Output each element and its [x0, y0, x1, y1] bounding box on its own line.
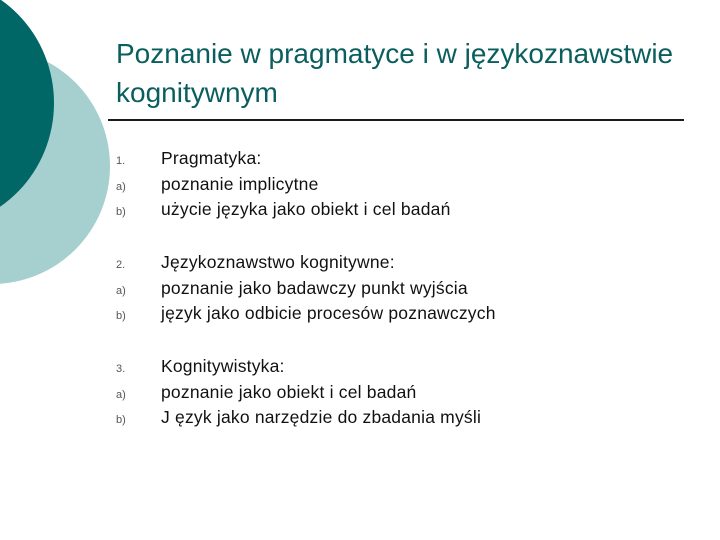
list-group-pragmatyka	[0, 148, 720, 225]
list-item-text: poznanie jako obiekt i cel badań	[161, 381, 417, 402]
list-item-text: Językoznawstwo kognitywne:	[161, 252, 395, 272]
list-marker: a)	[116, 180, 126, 193]
list-item	[0, 278, 720, 304]
list-item	[0, 174, 720, 200]
list-marker: a)	[116, 284, 126, 297]
list-item	[0, 199, 720, 225]
list-group-kognitywistyka	[0, 356, 720, 433]
list-item	[0, 407, 720, 433]
list-item	[0, 382, 720, 408]
list-item-text: język jako odbicie procesów poznawczych	[161, 303, 496, 323]
list-item	[0, 252, 720, 278]
list-marker: 3.	[116, 363, 126, 375]
list-item-text: użycie języka jako obiekt i cel badań	[161, 199, 451, 219]
list-item-text: J ęzyk jako narzędzie do zbadania myśli	[161, 407, 482, 427]
list-marker: a)	[116, 388, 126, 401]
list-marker: 1.	[116, 155, 126, 167]
list-item	[0, 356, 720, 382]
list-marker: b)	[116, 414, 126, 426]
list-marker: b)	[116, 206, 126, 218]
list-group-jezykoznawstwo	[0, 252, 720, 329]
list-item-text: Pragmatyka:	[161, 148, 262, 168]
list-item-text: poznanie jako badawczy punkt wyjścia	[161, 277, 468, 298]
list-item-text: Kognitywistyka:	[161, 356, 285, 376]
list-item-text: poznanie implicytne	[161, 173, 319, 194]
list-item	[0, 303, 720, 329]
list-marker: b)	[116, 310, 126, 322]
title-divider	[108, 119, 684, 121]
slide-title: Poznanie w pragmatyce i w językoznawstwie kognitywnym	[116, 38, 674, 108]
list-item	[0, 148, 720, 174]
list-marker: 2.	[116, 259, 126, 271]
